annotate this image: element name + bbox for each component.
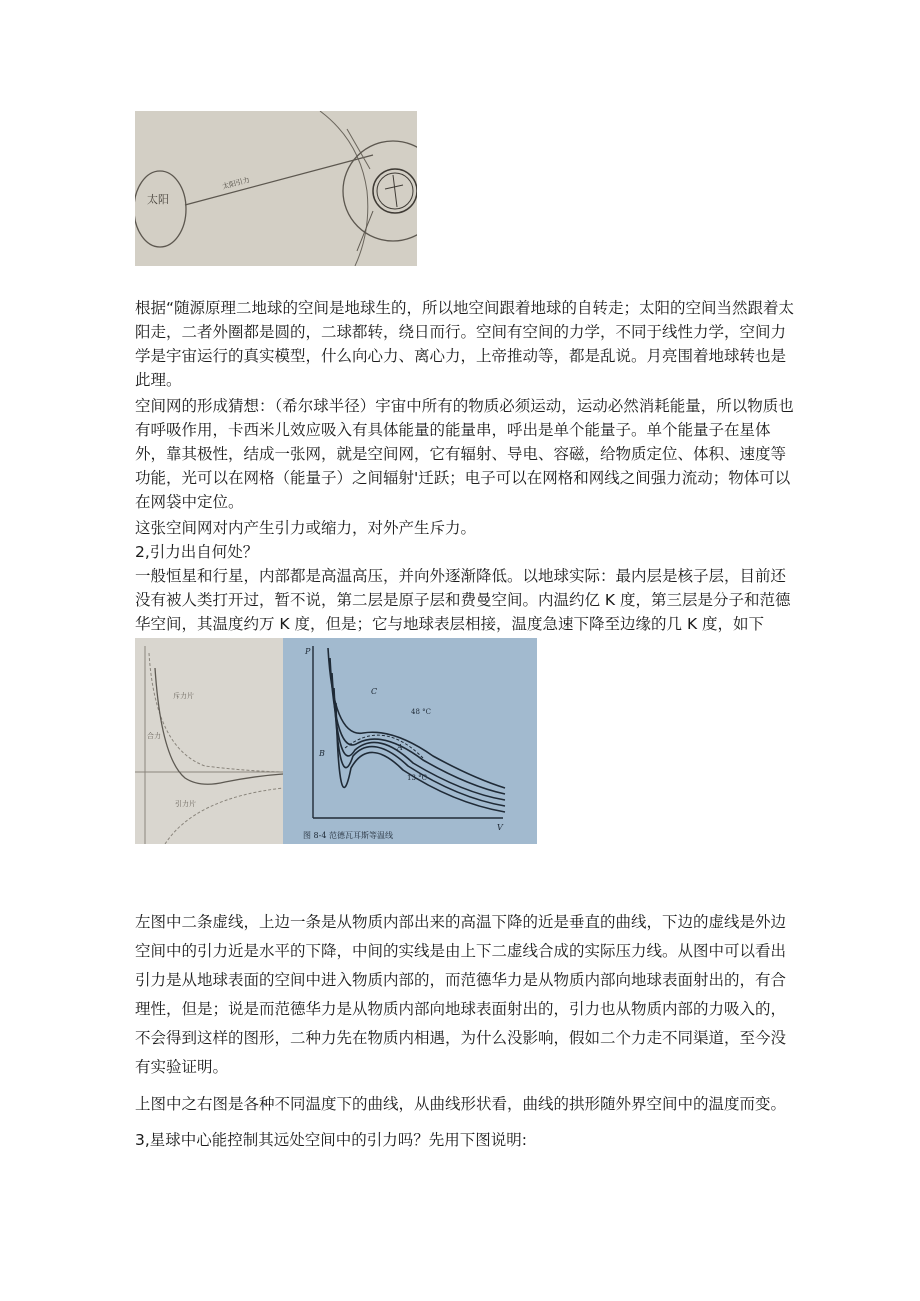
paragraph-3: 这张空间网对内产生引力或缩力，对外产生斥力。 xyxy=(135,519,477,537)
paragraph-6: 上图中之右图是各种不同温度下的曲线，从曲线形状看，曲线的拱形随外界空间中的温度而变。 xyxy=(135,1095,787,1113)
force-curve-photo xyxy=(135,638,283,844)
temp-high-label: 48 °C xyxy=(411,708,431,716)
paragraph-4: 一般恒星和行星，内部都是高温高压，并向外逐渐降低。以地球实际：最内层是核子层，目前还没有被人类打开过，暂不说，第二层是原子层和费曼空间。内温约亿 K 度，第三层是分子和范德华空间，其温度约万 K 度，但是；它与地球表层相接，温度急速下降至边缘的几 K 度，如下 xyxy=(135,567,791,633)
left-label-1: 斥力片 xyxy=(173,692,194,700)
line-label: 太阳引力 xyxy=(221,175,251,191)
paragraph-1: 根据“随源原理二地球的空间是地球生的，所以地空间跟着地球的自转走；太阳的空间当然跟着太阳走，二者外圈都是圆的，二球都转，绕日而行。空间有空间的力学，不同于线性力学，空间力学是宇宙运行的真实模型，什么向心力、离心力，上帝推动等，都是乱说。月亮围着地球转也是此理。 xyxy=(135,299,795,389)
paragraph-2: 空间网的形成猜想：（希尔球半径）宇宙中所有的物质必须运动，运动必然消耗能量，所以物质也有呼吸作用，卡西米儿效应吸入有具体能量的能量串，呼出是单个能量子。单个能量子在星体外，靠其极性，结成一张网，就是空间网，它有辐射、导电、容磁，给物质定位、体积、速度等功能，光可以在网格（能量子）之间辐射'迁跃；电子可以在网格和网线之间强力流动；物体可以在网袋中定位。 xyxy=(135,397,794,511)
temp-low-label: 13 °C xyxy=(407,774,427,782)
section-heading-2: 2,引力出自何处？ xyxy=(135,543,259,561)
left-label-2: 合力 xyxy=(147,732,161,740)
sun-label: 太阳 xyxy=(147,193,169,206)
axis-v-label: V xyxy=(497,823,503,832)
point-a-label: A xyxy=(397,743,403,752)
point-b-label: B xyxy=(319,749,325,758)
paragraph-5: 左图中二条虚线，上边一条是从物质内部出来的高温下降的近是垂直的曲线，下边的虚线是外边空间中的引力近是水平的下降，中间的实线是由上下二虚线合成的实际压力线。从图中可以看出引力是从地球表面的空间中进入物质内部的，而范德华力是从物质内部向地球表面射出的，有合理性，但是；说是而范德华力是从物质内部向地球表面射出的，引力也从物质内部的力吸入的，不会得到这样的图形，二种力先在物质内相遇，为什么没影响，假如二个力走不同渠道，至今没有实验证明。 xyxy=(135,913,787,1076)
sun-earth-sketch xyxy=(135,111,417,266)
axis-p-label: P xyxy=(305,647,311,656)
section-heading-3: 3,星球中心能控制其远处空间中的引力吗？先用下图说明: xyxy=(135,1131,528,1149)
isotherm-caption: 图 8-4 范德瓦耳斯等温线 xyxy=(303,831,393,840)
point-c-label: C xyxy=(371,687,378,696)
left-label-3: 引力片 xyxy=(175,800,196,808)
isotherm-photo xyxy=(283,638,537,844)
